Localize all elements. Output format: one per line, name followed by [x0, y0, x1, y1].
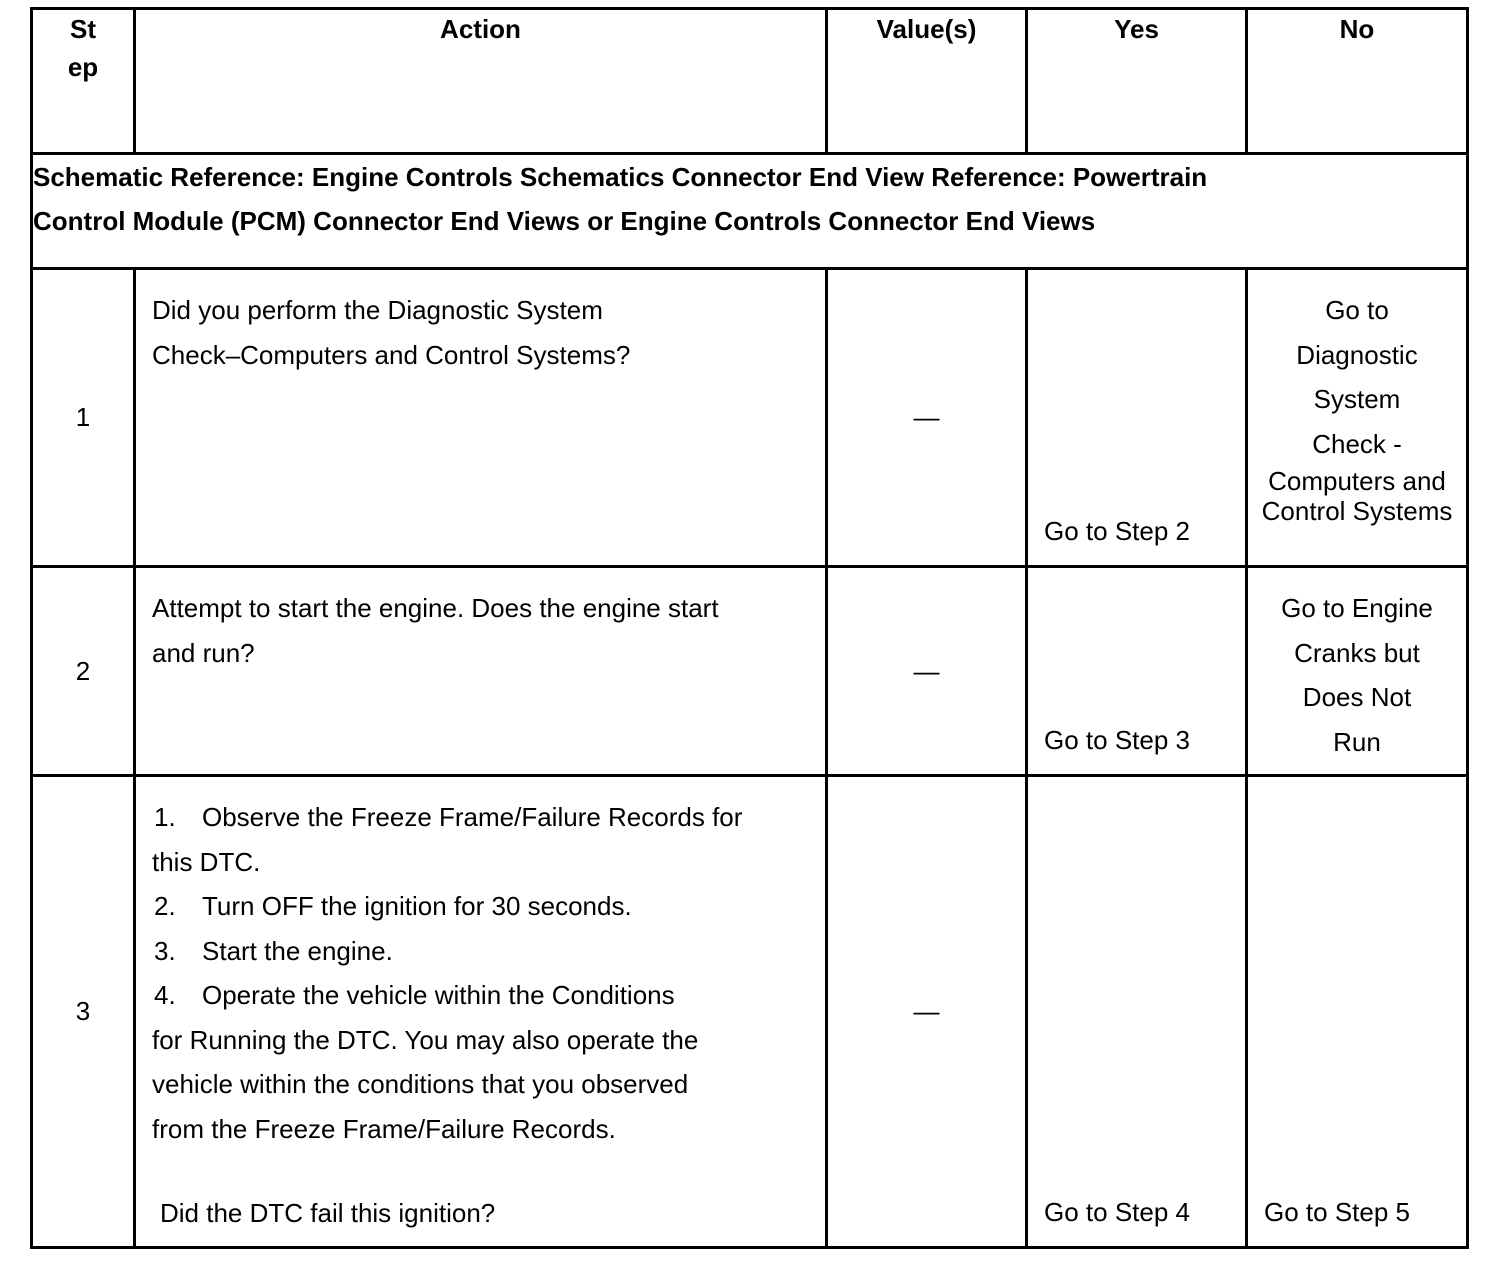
- action-cell: [135, 776, 827, 1248]
- action-question: Did the DTC fail this ignition?: [160, 1198, 496, 1228]
- table-row: [32, 269, 1468, 567]
- schematic-reference: [32, 154, 1468, 269]
- list-text: Turn OFF the ignition for 30 seconds.: [202, 891, 632, 921]
- action-cell: [135, 567, 827, 776]
- action-line: and run?: [152, 637, 255, 668]
- action-cell: [135, 269, 827, 567]
- no-line: Diagnostic: [1296, 339, 1418, 370]
- step-number: 1: [32, 269, 135, 567]
- list-continuation: vehicle within the conditions that you observed: [152, 1069, 689, 1099]
- no-line: Cranks but: [1294, 637, 1420, 668]
- list-item: [152, 929, 809, 974]
- list-text: Start the engine.: [202, 935, 393, 966]
- no-line: System: [1313, 384, 1401, 414]
- list-number: 2.: [154, 891, 176, 921]
- header-no: No: [1247, 9, 1468, 154]
- header-row: [32, 9, 1468, 154]
- list-continuation: this DTC.: [152, 846, 261, 877]
- list-text: Observe the Freeze Frame/Failure Records for: [202, 802, 743, 832]
- no-line: Control Systems: [1261, 496, 1453, 526]
- no-line: Does Not: [1302, 682, 1412, 712]
- list-item: [152, 795, 809, 840]
- value-cell: —: [827, 567, 1027, 776]
- diagnostic-table: [30, 7, 1469, 1249]
- no-cell: [1247, 567, 1468, 776]
- table-row: [32, 776, 1468, 1248]
- reference-line2: Control Module (PCM) Connector End Views or Engine Controls Connector End Views: [33, 206, 1096, 236]
- action-line: Did you perform the Diagnostic System: [152, 295, 603, 325]
- header-yes: Yes: [1027, 9, 1247, 154]
- no-cell: [1247, 269, 1468, 567]
- value-cell: —: [827, 776, 1027, 1248]
- table-row: [32, 567, 1468, 776]
- action-line: Check–Computers and Control Systems?: [152, 339, 631, 370]
- list-number: 4.: [154, 980, 176, 1010]
- list-item: [152, 973, 809, 1018]
- no-line: Run: [1333, 726, 1381, 757]
- list-continuation: from the Freeze Frame/Failure Records.: [152, 1113, 616, 1144]
- header-action: Action: [135, 9, 827, 154]
- header-values: Value(s): [827, 9, 1027, 154]
- list-item: [152, 884, 809, 929]
- header-step-line1: St: [70, 14, 96, 44]
- step-number: 3: [32, 776, 135, 1248]
- no-line: Go to Engine: [1281, 593, 1433, 623]
- header-step: [32, 9, 135, 154]
- yes-cell: Go to Step 2: [1027, 269, 1247, 567]
- header-step-line2: ep: [67, 52, 99, 82]
- list-number: 3.: [154, 935, 176, 966]
- no-cell: Go to Step 5: [1247, 776, 1468, 1248]
- reference-line1: Schematic Reference: Engine Controls Schematics Connector End View Reference: Powertrain: [33, 162, 1208, 192]
- no-line: Check -: [1312, 428, 1402, 459]
- list-number: 1.: [154, 802, 176, 832]
- step-number: 2: [32, 567, 135, 776]
- action-line: Attempt to start the engine. Does the engine start: [152, 593, 719, 623]
- yes-cell: Go to Step 4: [1027, 776, 1247, 1248]
- list-text: Operate the vehicle within the Conditions: [202, 980, 675, 1010]
- value-cell: —: [827, 269, 1027, 567]
- no-line: Computers and: [1268, 466, 1446, 496]
- reference-row: [32, 154, 1468, 269]
- yes-cell: Go to Step 3: [1027, 567, 1247, 776]
- no-line: Go to: [1325, 295, 1389, 325]
- list-continuation: for Running the DTC. You may also operate the: [152, 1024, 699, 1055]
